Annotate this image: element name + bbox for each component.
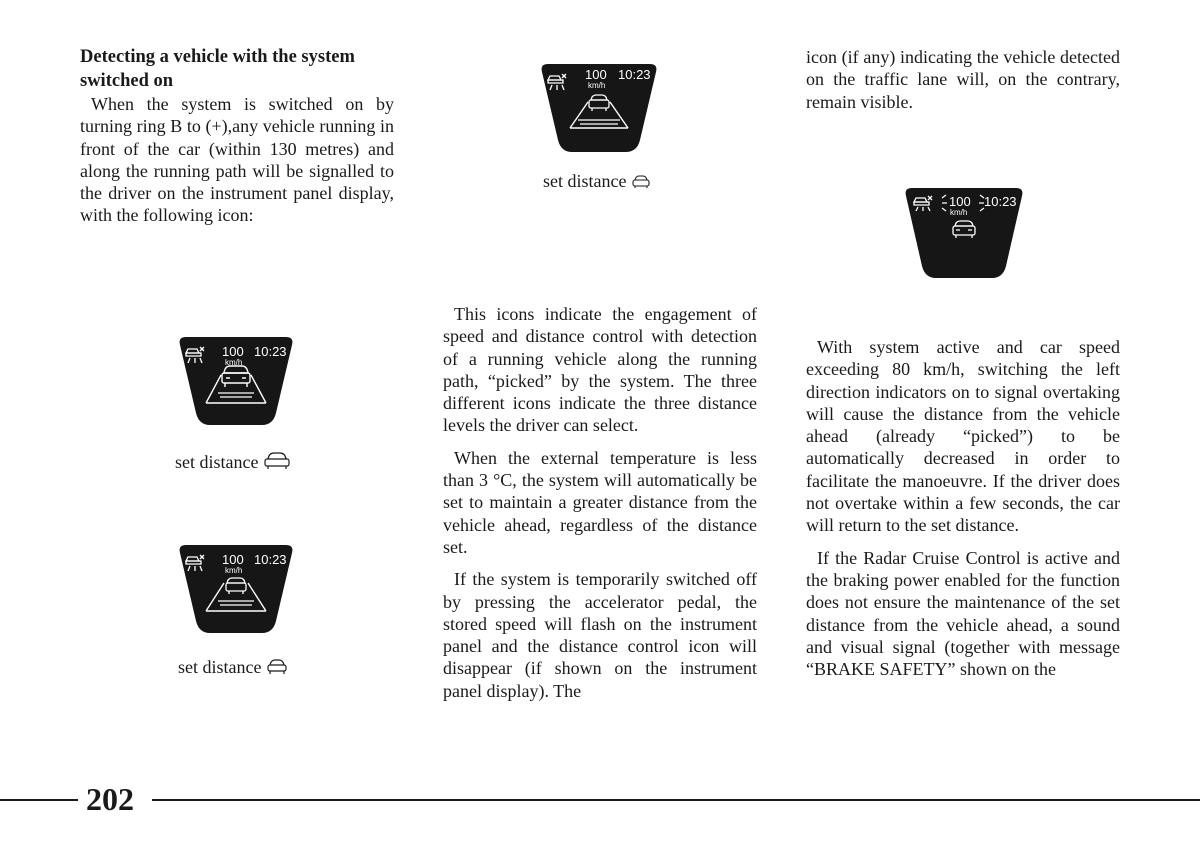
- column-right-top: [806, 46, 1120, 113]
- car-distance-icon: [262, 451, 292, 476]
- speed-unit: km/h: [225, 358, 243, 367]
- clock-value: 10:23: [254, 344, 287, 359]
- speed-value: 100: [949, 194, 971, 209]
- paragraph: This icons indicate the engagement of speed and distance control with detection of a running vehicle along the running path, “picked” by the system. The three different icons indicate the three distance levels the driver can select.: [443, 304, 757, 436]
- speed-value: 100: [222, 552, 244, 567]
- display-panel-overtake: [902, 188, 1026, 278]
- speed-unit: km/h: [950, 208, 968, 217]
- caption-panel-1: set distance: [175, 451, 292, 476]
- footer-rule-right: [152, 799, 1200, 801]
- paragraph: With system active and car speed exceeding 80 km/h, switching the left direction indicators on to signal overtaking will cause the distance from the vehicle ahead (already “picked”) to be automatically decreased in order to facilitate the manoeuvre. If the driver does not overtake within a few seconds, the car will return to the set distance.: [806, 337, 1120, 536]
- clock-value: 10:23: [254, 552, 287, 567]
- speed-value: 100: [585, 67, 607, 82]
- display-panel-distance-3: [176, 337, 296, 425]
- column-middle: [443, 303, 757, 702]
- caption-panel-3: set distance: [543, 171, 652, 195]
- page-number: 202: [86, 781, 134, 817]
- paragraph: If the Radar Cruise Control is active and the braking power enabled for the function does not ensure the maintenance of the set distance from the vehicle ahead, a sound and visual signal (together with message “BRAKE SAFETY” shown on the: [806, 547, 1120, 680]
- clock-value: 10:23: [984, 194, 1017, 209]
- paragraph: icon (if any) indicating the vehicle detected on the traffic lane will, on the contrary, remain visible.: [806, 47, 1120, 112]
- speed-unit: km/h: [225, 566, 243, 575]
- column-right-bottom: [806, 336, 1120, 680]
- speed-value: 100: [222, 344, 244, 359]
- column-left: [80, 45, 394, 227]
- car-distance-icon: [630, 174, 652, 195]
- paragraph: If the system is temporarily switched off by pressing the accelerator pedal, the stored speed will flash on the instrument panel and the distance control icon will disappear (if shown on the instrument panel display). The: [443, 569, 757, 701]
- speed-unit: km/h: [588, 81, 606, 90]
- section-heading: Detecting a vehicle with the system switched on: [80, 47, 355, 91]
- caption-panel-2: set distance: [178, 657, 289, 681]
- paragraph: When the system is switched on by turning ring B to (+),any vehicle running in front of the car (within 130 metres) and along the running path will be signalled to the driver on the instrument panel display, with the following icon:: [80, 94, 394, 226]
- display-panel-distance-1: [538, 64, 660, 152]
- clock-value: 10:23: [618, 67, 651, 82]
- car-distance-icon: [265, 658, 289, 681]
- paragraph: When the external temperature is less than 3 °C, the system will automatically be set to maintain a greater distance from the vehicle ahead, regardless of the distance set.: [443, 447, 757, 557]
- display-panel-distance-2: [176, 545, 296, 633]
- footer-rule-left: [0, 799, 78, 801]
